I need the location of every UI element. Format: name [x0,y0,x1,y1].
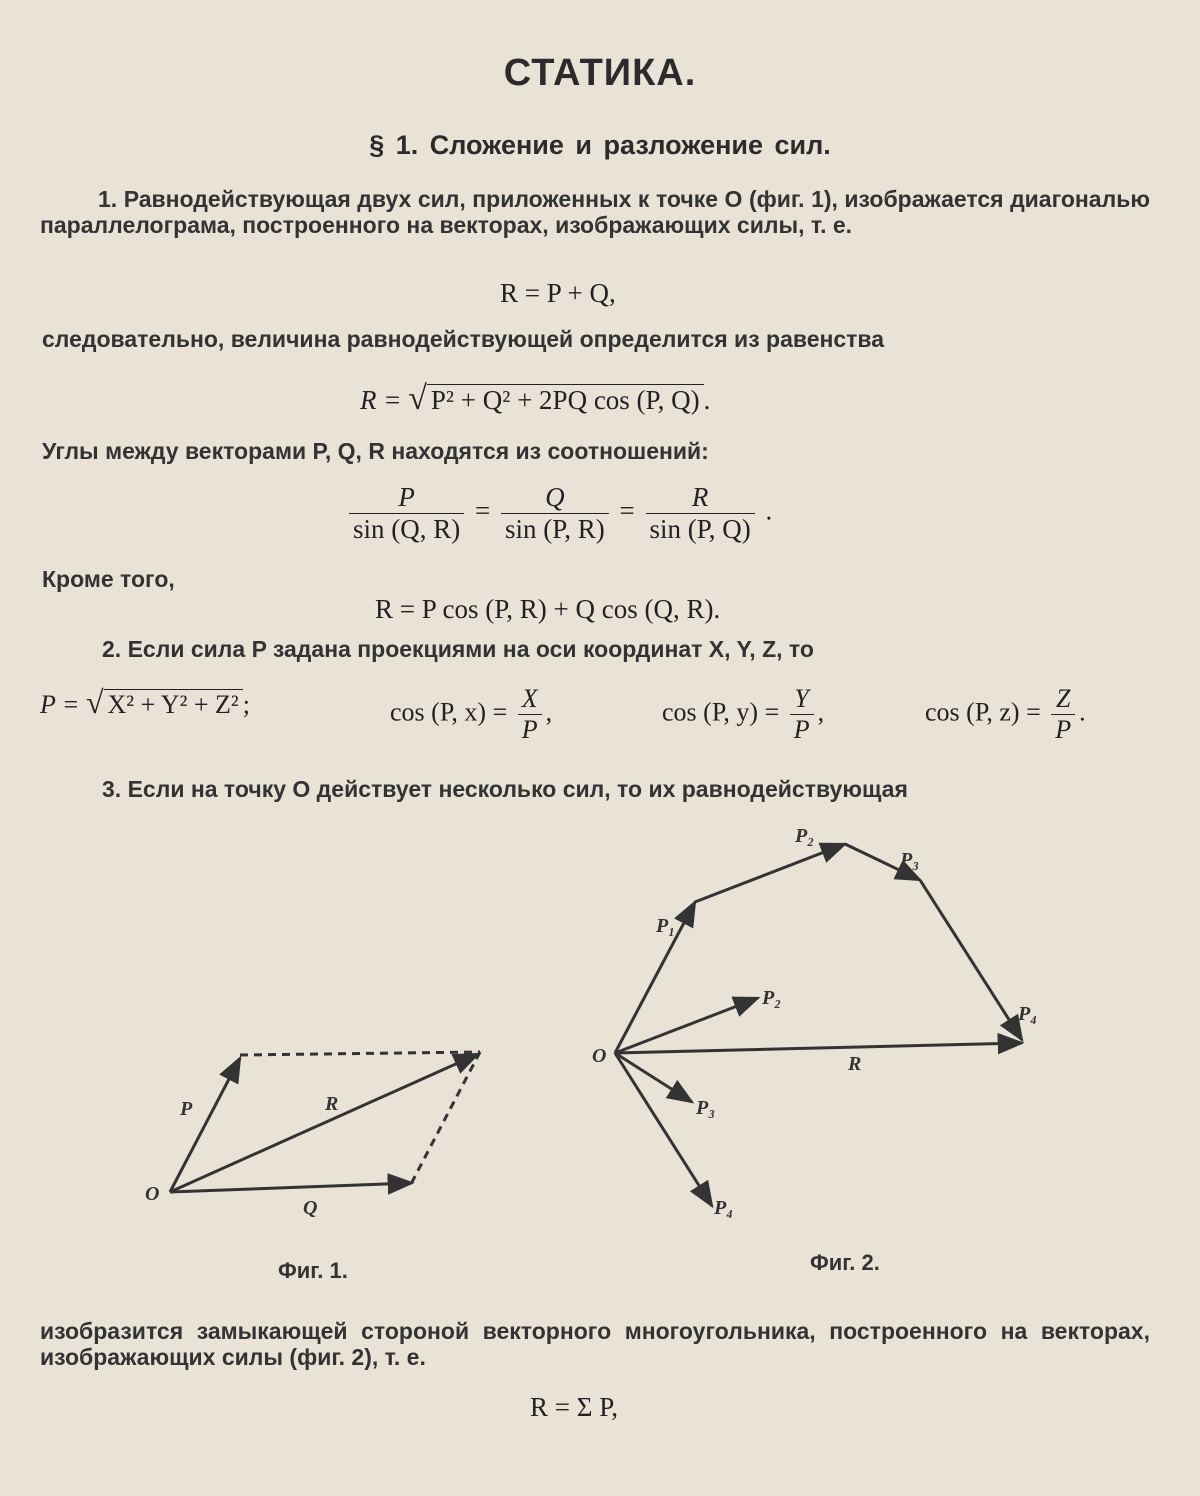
equals-sign-2: = [619,495,635,526]
formula-p-left: P = [40,690,80,719]
formula-cos-y-left: cos (P, y) = [662,697,780,727]
fig2-label-r: R [848,1053,862,1075]
formula-cos-x-tail: , [545,697,553,727]
paragraph-6: 3. Если на точку O действует несколько сил, то их равнодействующая [102,776,908,802]
paragraph-5: 2. Если сила P задана проекциями на оси координат X, Y, Z, то [102,636,814,662]
section-heading: § 1. Сложение и разложение сил. [369,130,831,160]
formula-cos-x-left: cos (P, x) = [390,697,508,727]
formula-r-total: R = Σ P, [530,1392,618,1422]
fig2-label-p3: P₃ [696,1097,716,1119]
fraction-z-numerator: Z [1055,684,1071,713]
fig2-label-p4-polygon: P₄ [1018,1003,1038,1025]
figure-1-caption: Фиг. 1. [278,1258,348,1283]
fraction-1-numerator: P [398,482,415,512]
sqrt-sign-icon: √ [408,380,427,417]
fig2-vector-r [615,1043,1022,1053]
page-title: СТАТИКА. [503,52,697,94]
figure-1 [170,1052,480,1192]
formula-r-projection: R = P cos (P, R) + Q cos (Q, R). [375,594,721,624]
fraction-x-denominator: P [518,714,542,745]
paragraph-7: изобразится замыкающей стороной векторного многоугольника, построенного на векторах, изображающих силы (фиг. 2), т. е. [40,1318,1150,1370]
fig2-vector-p2 [615,998,758,1053]
formula-sine-ratios-tail: . [765,495,773,526]
fig1-label-r: R [325,1093,339,1115]
fig1-label-o: O [145,1183,160,1205]
fig2-label-p4: P₄ [714,1197,734,1219]
paragraph-1: 1. Равнодействующая двух сил, приложенных к точке O (фиг. 1), изображается диагональю параллелограма, построенного на векторах, изображающих силы, т. е. [40,186,1150,238]
fraction-y-denominator: P [790,714,814,745]
fig1-vector-q [170,1183,412,1192]
paragraph-3: Углы между векторами P, Q, R находятся из соотношений: [42,438,709,464]
fraction-2-denominator: sin (P, R) [501,513,609,545]
fraction-z-denominator: P [1051,714,1075,745]
formula-cos-z-tail: . [1079,697,1086,727]
equals-sign-1: = [475,495,491,526]
fig1-label-q: Q [303,1197,318,1219]
paragraph-4: Кроме того, [42,566,175,592]
fraction-x-numerator: X [521,684,538,713]
fig2-vector-p4 [615,1053,712,1206]
fig2-label-p2: P₂ [762,987,782,1009]
figure-2 [615,844,1022,1206]
fig2-polygon-p1 [615,902,695,1053]
formula-r-magnitude-radicand: P² + Q² + 2PQ cos (P, Q) [427,384,704,415]
figure-2-caption: Фиг. 2. [810,1250,880,1275]
sqrt-sign-icon: √ [85,684,104,720]
fig1-dashed-right [412,1052,480,1182]
fig1-vector-r [170,1054,478,1192]
formula-cos-z-left: cos (P, z) = [925,697,1041,727]
fig1-vector-p [170,1058,240,1192]
fig2-polygon-p4 [920,880,1022,1040]
fig2-label-p1-polygon: P₁ [656,915,676,937]
fraction-1-denominator: sin (Q, R) [349,513,464,545]
fraction-y-numerator: Y [794,684,809,713]
paragraph-2: следовательно, величина равнодействующей определится из равенства [42,326,885,352]
fraction-3-denominator: sin (P, Q) [646,513,755,545]
formula-r-magnitude-tail: . [703,385,711,415]
formula-r-sum: R = P + Q, [500,278,616,308]
formula-p-tail: ; [242,690,250,719]
fraction-3-numerator: R [691,482,709,512]
fig2-vector-p3 [615,1053,692,1102]
formula-p-radicand: X² + Y² + Z² [104,689,243,719]
fraction-2-numerator: Q [545,482,565,512]
fig2-polygon-p2 [695,844,845,902]
formula-cos-y-tail: , [817,697,825,727]
formula-r-magnitude-left: R = [360,385,402,415]
fig1-dashed-top [240,1052,480,1055]
fig2-label-o: O [592,1045,607,1067]
fig2-label-p3-polygon: P₃ [900,849,920,871]
fig1-label-p: P [180,1098,193,1120]
fig2-label-p2-polygon: P₂ [795,825,815,847]
